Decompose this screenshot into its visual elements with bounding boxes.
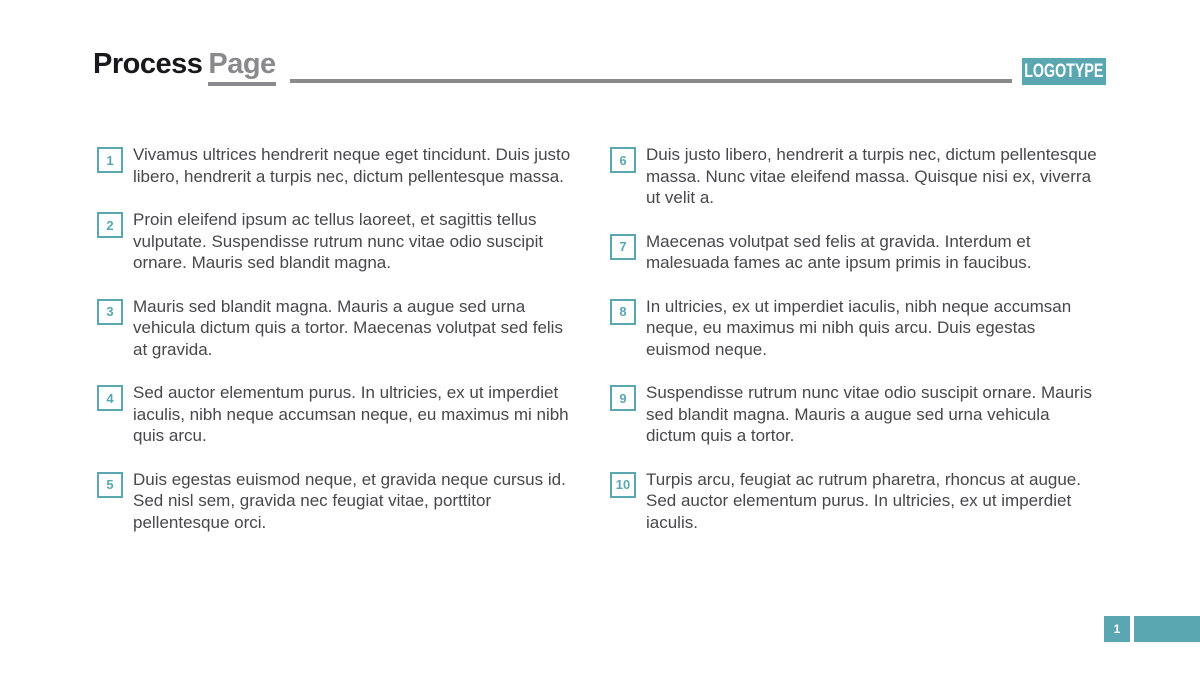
item-text: Turpis arcu, feugiat ac rutrum pharetra, rhoncus at augue. Sed auctor elementum purus. In ultricies, ex ut imperdiet iaculis. xyxy=(646,469,1081,532)
header xyxy=(93,50,1106,86)
item-number: 7 xyxy=(619,239,627,254)
item-number: 8 xyxy=(619,304,627,319)
page-title-secondary: Page xyxy=(208,50,275,86)
item-text: In ultricies, ex ut imperdiet iaculis, nibh neque accumsan neque, eu maximus mi nibh quis arcu. Duis egestas euismod neque. xyxy=(646,296,1072,359)
logotype-badge xyxy=(1022,58,1106,85)
right-column xyxy=(610,147,1100,558)
item-number: 3 xyxy=(106,304,114,319)
list-item xyxy=(610,385,1100,447)
item-text: Maecenas volutpat sed felis at gravida. Interdum et malesuada fames ac ante ipsum primis in faucibus. xyxy=(646,231,1032,272)
left-column xyxy=(97,147,580,558)
item-number: 10 xyxy=(615,477,631,492)
item-text: Suspendisse rutrum nunc vitae odio suscipit ornare. Mauris sed blandit magna. Mauris a augue sed urna vehicula dictum quis a tortor. xyxy=(646,383,1092,445)
item-text: Duis egestas euismod neque, et gravida neque cursus id. Sed nisl sem, gravida nec feugiat vitae, porttitor pellentesque orci. xyxy=(133,469,566,532)
item-number-badge xyxy=(610,299,636,325)
item-number: 5 xyxy=(106,477,114,492)
list-item xyxy=(97,212,580,274)
list-item xyxy=(610,231,1100,274)
item-number-badge xyxy=(610,385,636,411)
item-text: Duis justo libero, hendrerit a turpis nec, dictum pellentesque massa. Nunc vitae eleifend massa. Quisque nisi ex, viverra ut velit a. xyxy=(646,145,1097,207)
item-number-badge xyxy=(610,472,636,498)
item-text: Mauris sed blandit magna. Mauris a augue sed urna vehicula dictum quis a tortor. Maecenas volutpat sed felis at gravida. xyxy=(133,296,563,359)
item-number: 1 xyxy=(106,152,114,168)
list-item xyxy=(97,147,580,187)
item-number-badge xyxy=(610,234,636,260)
item-number-badge xyxy=(97,472,123,498)
item-text: Vivamus ultrices hendrerit neque eget tincidunt. Duis justo libero, hendrerit a turpis nec, dictum pellentesque massa. xyxy=(133,145,571,186)
item-text: Sed auctor elementum purus. In ultricies, ex ut imperdiet iaculis, nibh neque accumsan neque, eu maximus mi nibh quis arcu. xyxy=(133,383,569,445)
item-number-badge xyxy=(97,385,123,411)
list-item xyxy=(610,296,1100,361)
logotype-text: LOGOTYPE xyxy=(1024,61,1104,82)
page-title-primary: Process xyxy=(93,48,203,80)
item-number-badge xyxy=(97,212,123,238)
page-title xyxy=(93,50,276,86)
list-item xyxy=(97,385,580,447)
item-number: 6 xyxy=(619,152,627,168)
item-number-badge xyxy=(97,299,123,325)
list-item xyxy=(97,469,580,534)
item-number-badge xyxy=(610,147,636,173)
list-item xyxy=(610,469,1100,534)
header-rule xyxy=(290,79,1012,83)
item-number: 2 xyxy=(106,217,114,233)
page-number-badge xyxy=(1104,616,1130,642)
item-number-badge xyxy=(97,147,123,173)
page-number: 1 xyxy=(1113,622,1121,636)
list-item xyxy=(610,147,1100,209)
item-number: 9 xyxy=(619,390,627,406)
list-item xyxy=(97,296,580,361)
item-number: 4 xyxy=(106,390,114,406)
items-grid xyxy=(97,147,1100,558)
item-text: Proin eleifend ipsum ac tellus laoreet, et sagittis tellus vulputate. Suspendisse rutrum nunc vitae odio suscipit ornare. Mauris sed blandit magna. xyxy=(133,210,544,272)
footer-bar xyxy=(1134,616,1200,642)
